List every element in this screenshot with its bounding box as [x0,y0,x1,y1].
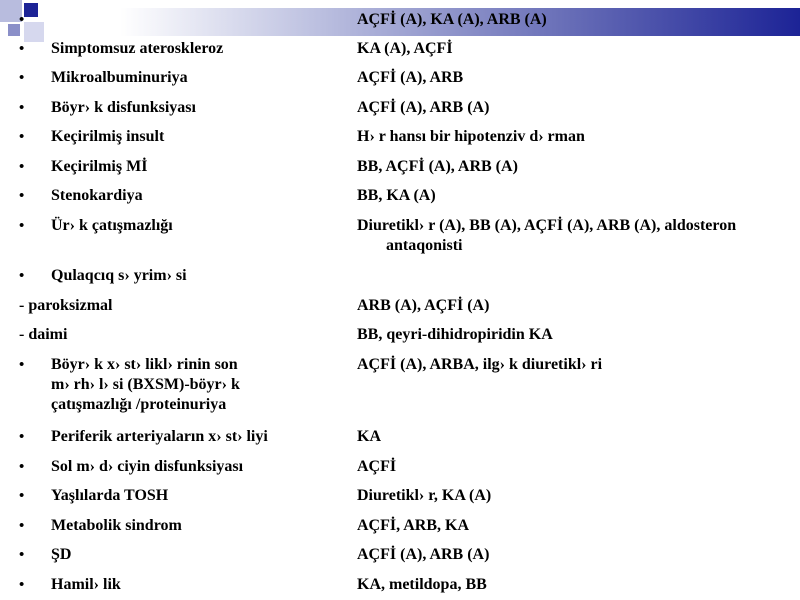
drug-label: BB, KA (A) [357,187,436,204]
condition-label: - paroksizmal [19,297,113,314]
condition-label: Metabolik sindrom [51,517,182,534]
condition-label: Hamil› lik [51,576,121,593]
bullet: • [19,129,25,145]
drug-label: AÇFİ (A), ARBA, ilg› k diuretikl› ri [357,356,603,373]
bullet: • [19,188,25,204]
condition-label: Stenokardiya [51,187,143,204]
drug-label-continuation: antaqonisti [386,237,463,254]
bullet: • [19,268,25,284]
drug-label: KA (A), AÇFİ [357,40,453,57]
bullet: • [19,100,25,116]
bullet: • [19,70,25,86]
condition-label: Böyr› k disfunksiyası [51,99,196,116]
condition-label [51,355,341,415]
drug-label: H› r hansı bir hipotenziv d› rman [357,128,585,145]
condition-label: Keçirilmiş Mİ [51,158,148,175]
condition-label: Keçirilmiş insult [51,128,165,145]
drug-label: KA [357,428,381,445]
condition-label: Mikroalbuminuriya [51,69,188,86]
condition-label: Simptomsuz ateroskleroz [51,40,224,57]
bullet: • [19,41,25,57]
condition-label: ŞD [51,546,72,563]
bullet: • [19,488,25,504]
condition-label: SATH [51,11,94,28]
bullet: • [19,547,25,563]
drug-label: AÇFİ (A), ARB [357,69,464,86]
drug-label: BB, qeyri-dihidropiridin KA [357,326,553,343]
condition-label: Periferik arteriyaların x› st› liyi [51,428,268,445]
drug-label: AÇFİ (A), ARB (A) [357,99,490,116]
bullet: • [19,218,25,234]
drug-label: AÇFİ, ARB, KA [357,517,470,534]
drug-label: AÇFİ (A), KA (A), ARB (A) [357,11,547,28]
bullet: • [19,159,25,175]
bullet: • [19,518,25,534]
drug-label: KA, metildopa, BB [357,576,487,593]
bullet: • [19,577,25,593]
drug-label: Diuretikl› r, KA (A) [357,487,492,504]
bullet: • [19,429,25,445]
drug-label: AÇFİ [357,458,397,475]
condition-label-line: Böyr› k x› st› likl› rinin son [51,356,238,373]
condition-label-line: m› rh› l› si (BXSM)-böyr› k [51,376,240,393]
drug-label-line: Diuretikl› r (A), BB (A), AÇFİ (A), ARB (A), aldosteron [357,217,737,234]
condition-label: - daimi [19,326,68,343]
condition-label: Sol m› d› ciyin disfunksiyası [51,458,244,475]
bullet: • [19,357,25,373]
drug-label [357,216,797,256]
condition-label-line: çatışmazlığı /proteinuriya [51,396,227,413]
bullet: • [19,12,25,28]
condition-label: Yaşlılarda TOSH [51,487,169,504]
condition-label: Qulaqcıq s› yrim› si [51,267,187,284]
condition-label: Ür› k çatışmazlığı [51,217,173,234]
drug-label: ARB (A), AÇFİ (A) [357,297,490,314]
drug-label: BB, AÇFİ (A), ARB (A) [357,158,518,175]
bullet: • [19,459,25,475]
drug-label: AÇFİ (A), ARB (A) [357,546,490,563]
